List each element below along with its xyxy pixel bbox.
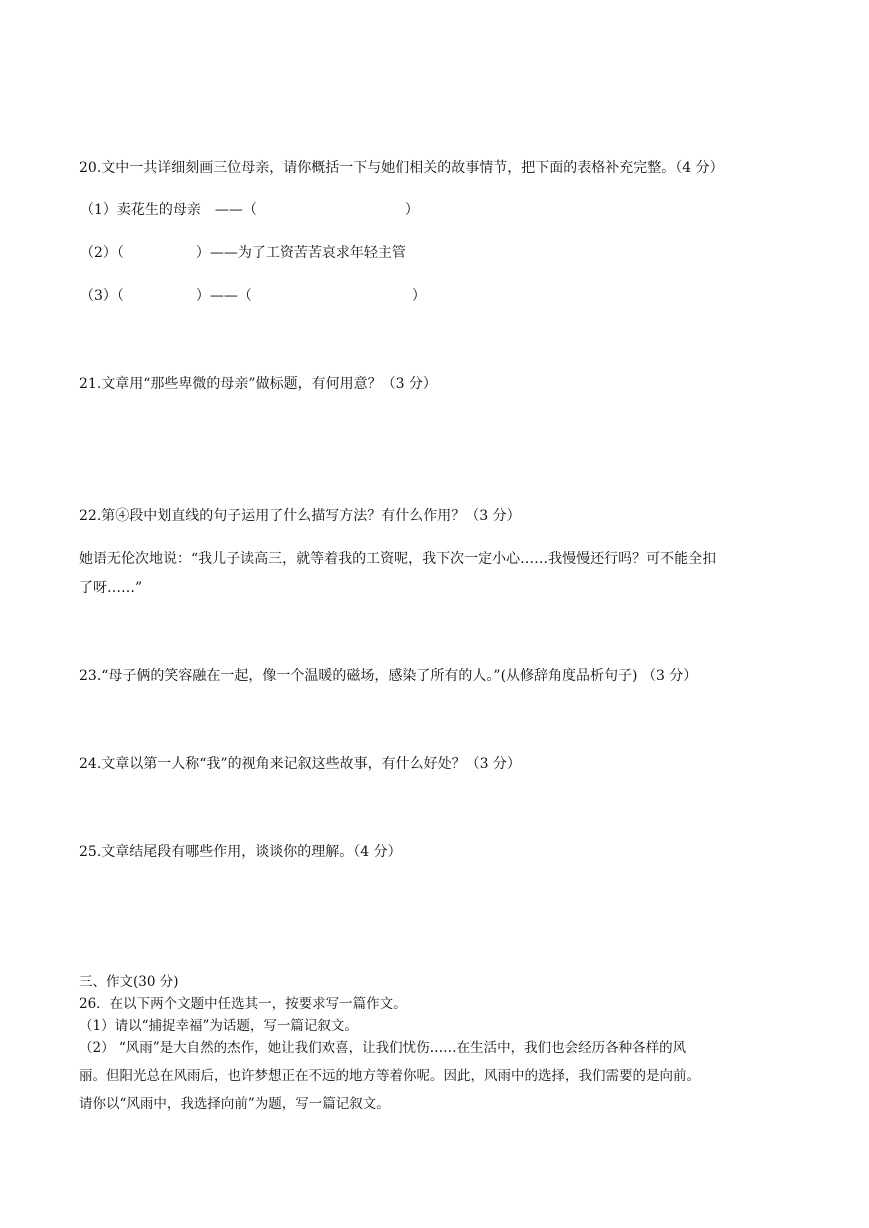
item-close-paren: ） — [195, 288, 210, 304]
item-open-paren: （ — [116, 245, 124, 261]
item-close-paren: ） — [195, 245, 210, 261]
q20-prompt: 20.文中一共详细刻画三位母亲，请你概括一下与她们相关的故事情节，把下面的表格补充完整。（4 分） — [79, 160, 724, 176]
q22-quote-line-2: 了呀……” — [79, 580, 143, 596]
q20-item-1 — [80, 200, 419, 220]
q25-prompt: 25.文章结尾段有哪些作用，谈谈你的理解。（4 分） — [79, 844, 402, 860]
item-dash: ——（ — [214, 202, 257, 218]
q20-item-2 — [80, 243, 406, 263]
q24-prompt: 24.文章以第一人称“我”的视角来记叙这些故事，有什么好处？（3 分） — [79, 756, 521, 772]
item-dash: —— — [209, 245, 238, 261]
item-number: （3） — [80, 288, 117, 304]
q22-quote-line-1: 她语无伦次地说：“我儿子读高三，就等着我的工资呢，我下次一定小心……我慢慢还行吗？可不能全扣 — [79, 551, 717, 567]
item-number: （1） — [80, 202, 117, 218]
item-close-paren: ） — [411, 288, 426, 304]
q21-prompt: 21.文章用“那些卑微的母亲”做标题，有何用意？（3 分） — [79, 376, 437, 392]
q23-prompt: 23.“母子俩的笑容融在一起，像一个温暖的磁场，感染了所有的人。”(从修辞角度品析句子) （3 分） — [79, 668, 698, 684]
item-open-paren: （ — [116, 288, 124, 304]
item-close-paren: ） — [404, 202, 419, 218]
item-right-text: 为了工资苦苦哀求年轻主管 — [237, 245, 406, 261]
composition-option-1: （1）请以“捕捉幸福”为话题，写一篇记叙文。 — [79, 1018, 358, 1034]
composition-option-2-line-3: 请你以“风雨中，我选择向前”为题，写一篇记叙文。 — [79, 1096, 390, 1112]
q26-prompt: 26．在以下两个文题中任选其一，按要求写一篇作文。 — [79, 996, 407, 1012]
composition-heading: 三、作文(30 分) — [79, 974, 179, 990]
composition-option-2-line-1: （2） “风雨”是大自然的杰作，她让我们欢喜，让我们忧伤……在生活中，我们也会经历各种各样的风 — [79, 1040, 687, 1056]
q22-prompt: 22.第④段中划直线的句子运用了什么描写方法？有什么作用？（3 分） — [79, 508, 521, 524]
item-left-text: 卖花生的母亲 — [116, 202, 201, 218]
item-dash: ——（ — [209, 288, 252, 304]
q20-item-3 — [80, 286, 426, 306]
item-number: （2） — [80, 245, 117, 261]
composition-option-2-line-2: 丽。但阳光总在风雨后，也许梦想正在不远的地方等着你呢。因此，风雨中的选择，我们需要的是向前。 — [79, 1068, 700, 1084]
